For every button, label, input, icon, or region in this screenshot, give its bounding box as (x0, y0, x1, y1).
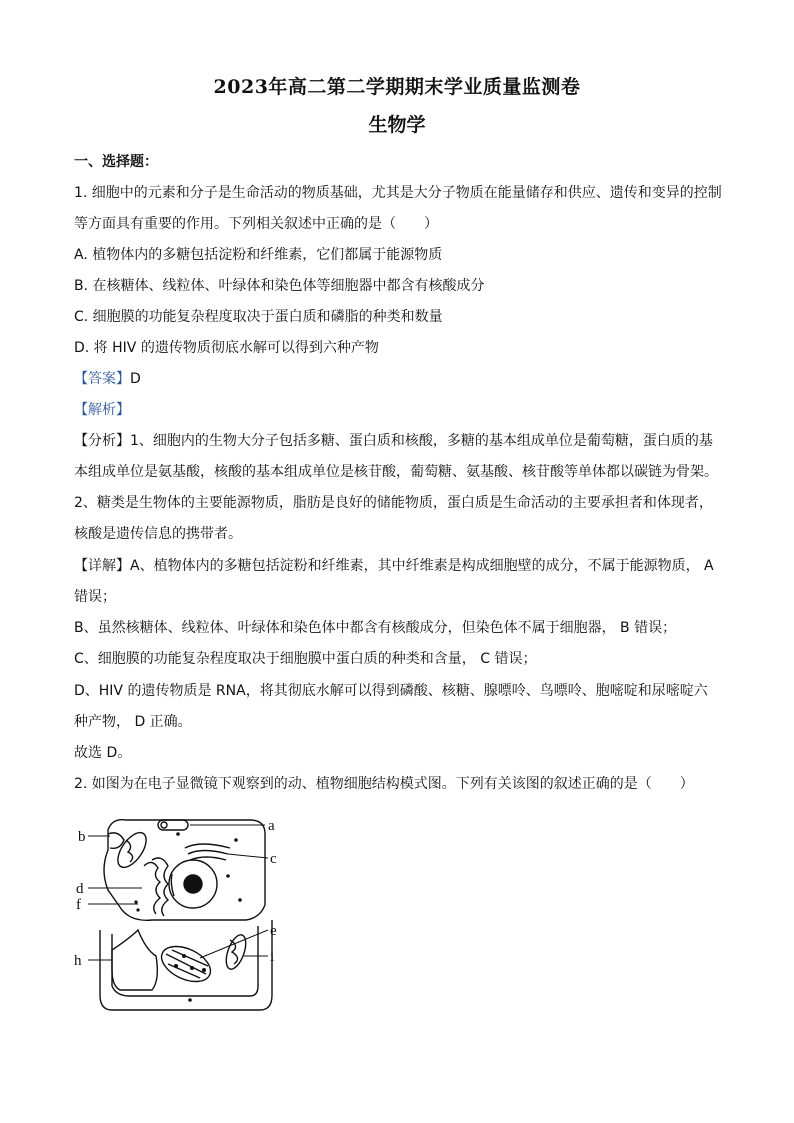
detail-a1-text: A、植物体内的多糖包括淀粉和纤维素，其中纤维素是构成细胞壁的成分，不属于能源物质， A (130, 558, 714, 574)
q1-stem-line-1: 1. 细胞中的元素和分子是生命活动的物质基础，尤其是大分子物质在能量储存和供应、遗传和变异的控制 (74, 185, 722, 201)
q1-fenxi-line-1 (74, 431, 724, 451)
fenxi-tag: 【分析】 (74, 433, 130, 449)
q1-fenxi-line-4: 核酸是遗传信息的携带者。 (74, 526, 242, 542)
q1-detail-line-d2: 种产物， D 正确。 (74, 714, 192, 730)
label-e: e (270, 923, 277, 939)
q1-detail-line-a1 (74, 556, 724, 576)
label-d: d (76, 881, 84, 897)
q1-conclusion: 故选 D。 (74, 745, 132, 761)
answer-value: D (130, 371, 141, 387)
section-heading: 一、选择题： (74, 154, 158, 170)
q1-stem-line-2: 等方面具有重要的作用。下列相关叙述中正确的是（ ） (74, 216, 438, 232)
label-a: a (268, 818, 275, 834)
label-f: f (76, 897, 81, 913)
q1-detail-line-c: C、细胞膜的功能复杂程度取决于细胞膜中蛋白质的种类和含量， C 错误； (74, 651, 537, 667)
answer-tag: 【答案】 (74, 371, 130, 387)
cell-structure-diagram (60, 810, 300, 1030)
q2-stem: 2. 如图为在电子显微镜下观察到的动、植物细胞结构模式图。下列有关该图的叙述正确的是（ ） (74, 776, 694, 792)
q1-analysis-heading (74, 400, 724, 420)
q1-fenxi-line-3: 2、糖类是生物体的主要能源物质，脂肪是良好的储能物质，蛋白质是生命活动的主要承担者和体现者， (74, 495, 713, 511)
q1-detail-line-d1: D、HIV 的遗传物质是 RNA，将其彻底水解可以得到磷酸、核糖、腺嘌呤、鸟嘌呤、胞嘧啶和尿嘧啶六 (74, 683, 708, 699)
animal-cell-outline (104, 820, 265, 921)
label-h: h (74, 953, 82, 969)
rough-er-shape (144, 858, 168, 916)
q1-option-b: B. 在核糖体、线粒体、叶绿体和染色体等细胞器中都含有核酸成分 (74, 278, 485, 294)
q1-detail-line-a2: 错误； (74, 589, 116, 605)
golgi-shape (185, 844, 230, 860)
subject-title: 生物学 (368, 114, 426, 136)
exam-title: 2023年高二第二学期期末学业质量监测卷 (213, 76, 581, 98)
label-i: i (270, 949, 275, 965)
analysis-tag: 【解析】 (74, 402, 130, 418)
vacuole-shape (112, 930, 157, 990)
centriole-shape (158, 820, 188, 830)
q1-detail-line-b: B、虽然核糖体、线粒体、叶绿体和染色体中都含有核酸成分，但染色体不属于细胞器， B 错误； (74, 620, 677, 636)
q1-option-c: C. 细胞膜的功能复杂程度取决于蛋白质和磷脂的种类和数量 (74, 309, 443, 325)
xiangjie-tag: 【详解】 (74, 558, 130, 574)
q1-option-a: A. 植物体内的多糖包括淀粉和纤维素，它们都属于能源物质 (74, 247, 443, 263)
q1-answer (74, 369, 724, 389)
q1-fenxi-line-2: 本组成单位是氨基酸，核酸的基本组成单位是核苷酸，葡萄糖、氨基酸、核苷酸等单体都以碳链为骨架。 (74, 464, 718, 480)
q1-option-d: D. 将 HIV 的遗传物质彻底水解可以得到六种产物 (74, 340, 379, 356)
fenxi-text-1: 1、细胞内的生物大分子包括多糖、蛋白质和核酸，多糖的基本组成单位是葡萄糖，蛋白质的基 (130, 433, 713, 449)
label-c: c (270, 851, 277, 867)
label-b: b (78, 829, 86, 845)
